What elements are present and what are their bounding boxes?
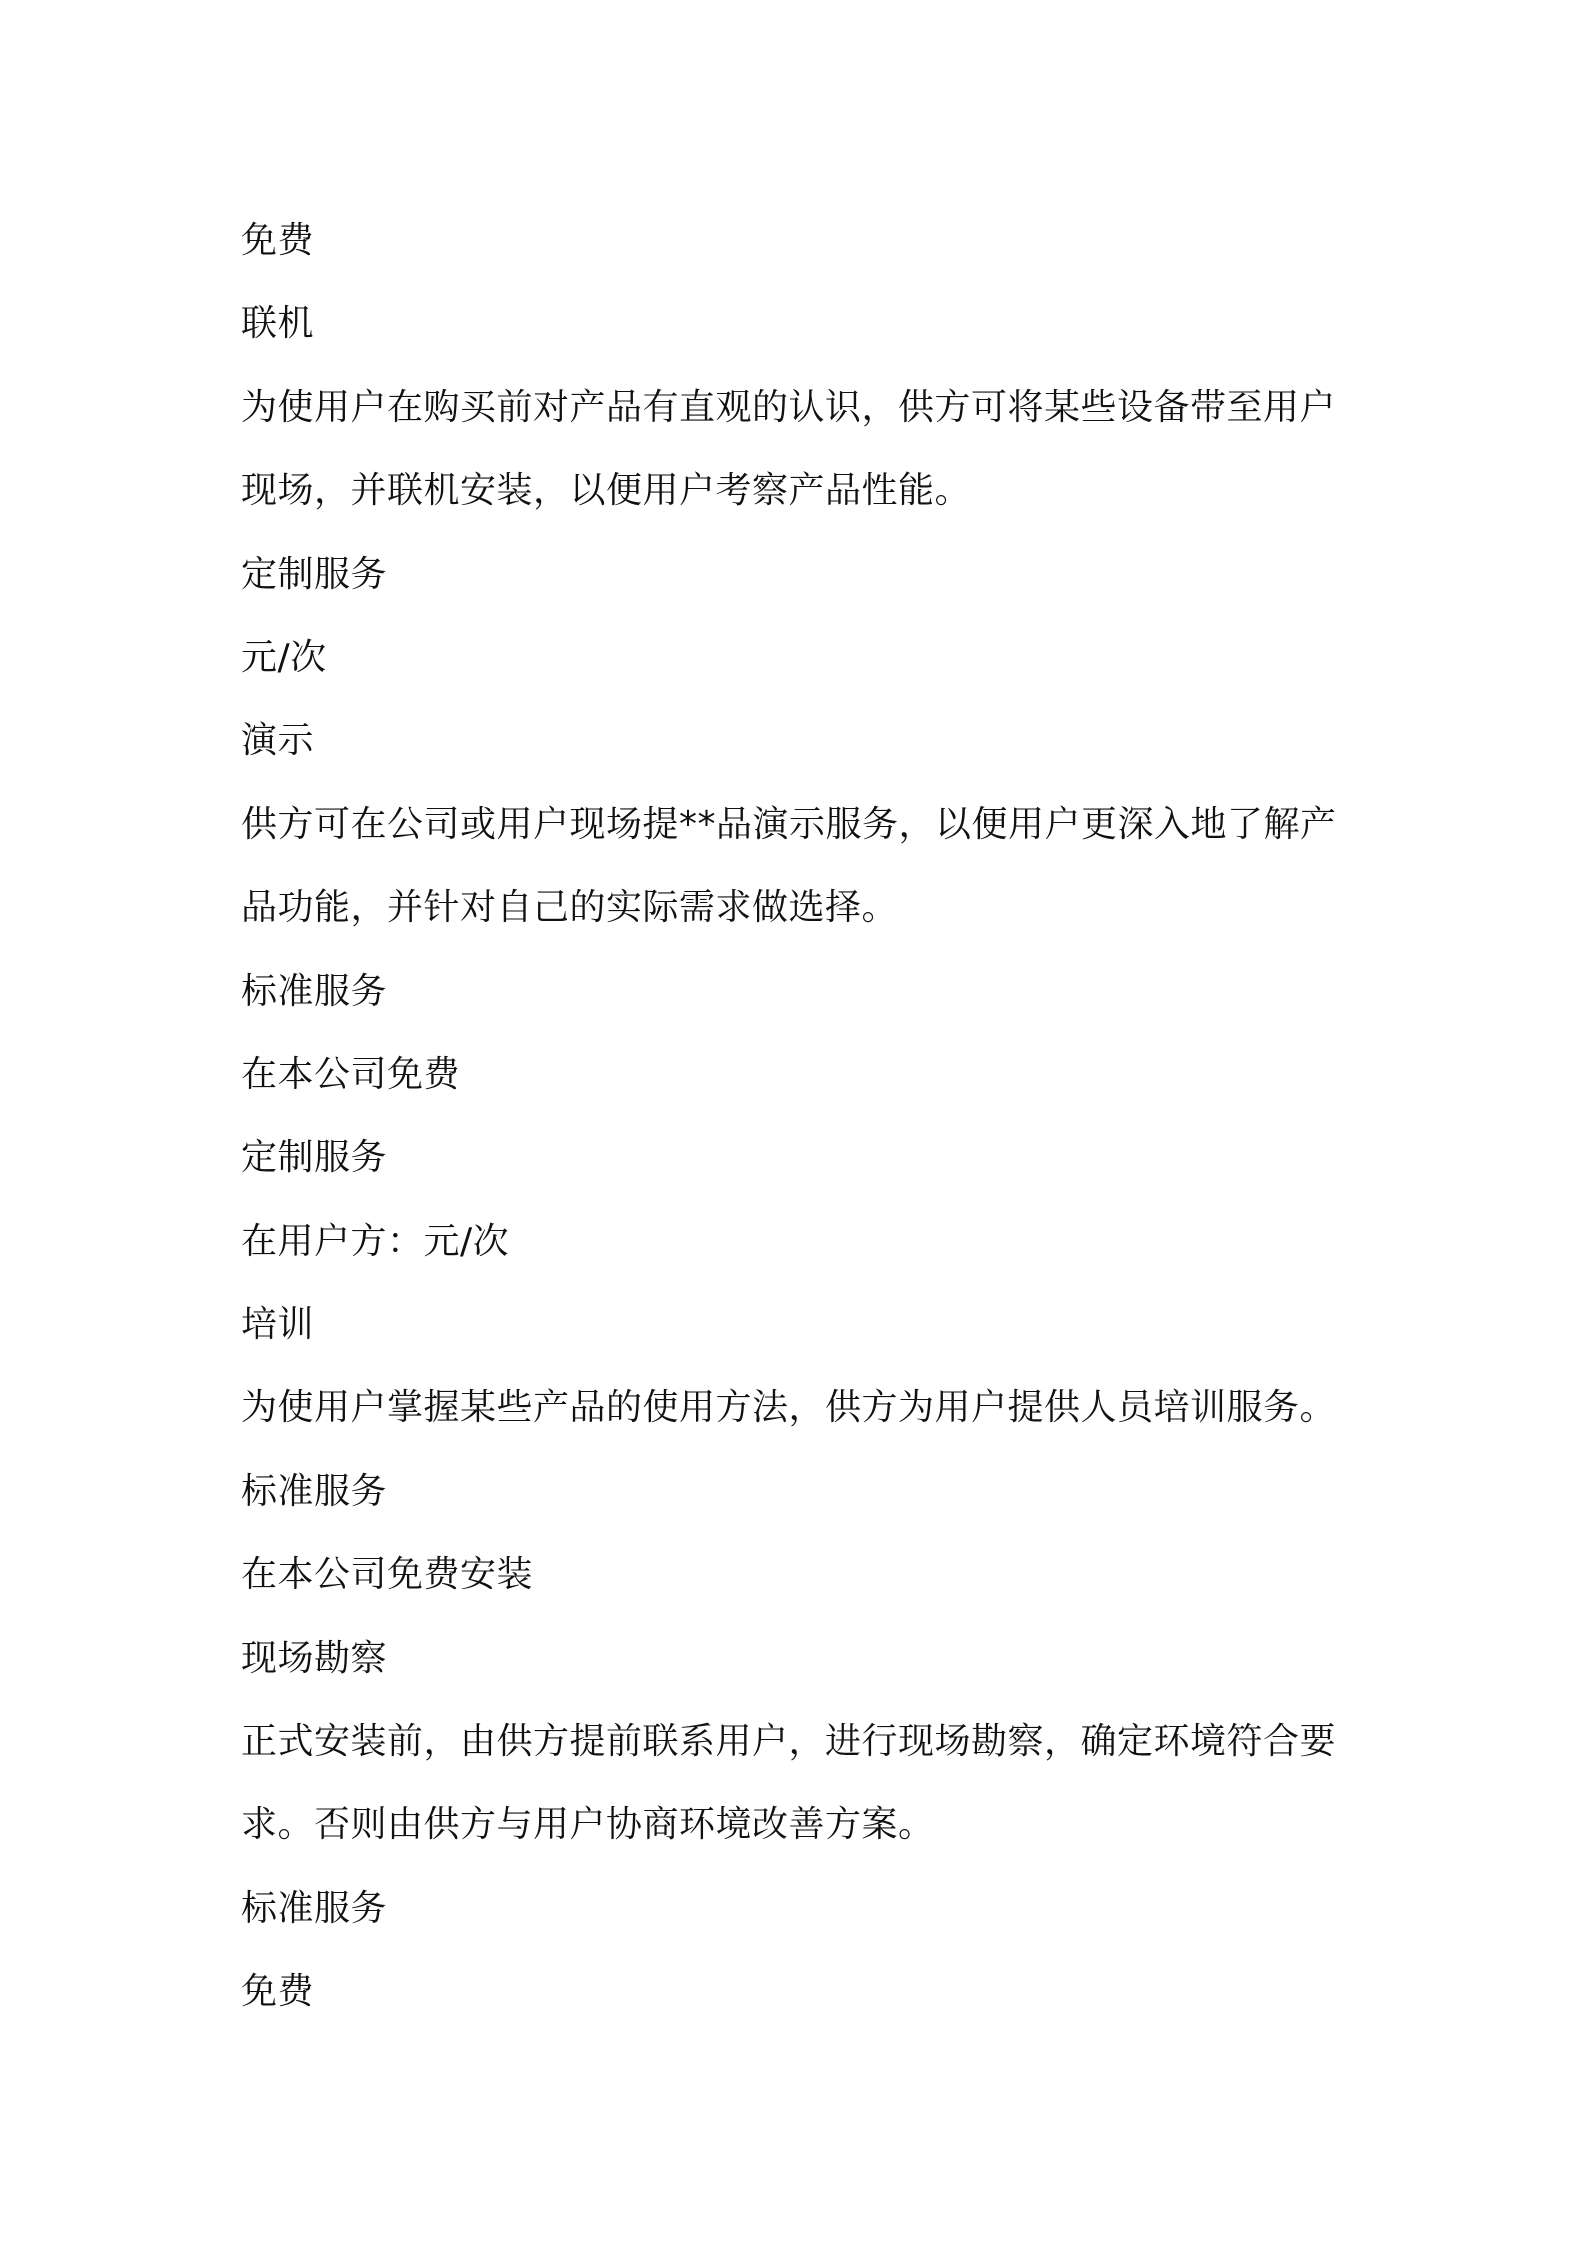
demo-description-line-1: 供方可在公司或用户现场提**品演示服务，以便用户更深入地了解产 bbox=[241, 803, 1337, 845]
service-type-custom: 定制服务 bbox=[241, 1137, 388, 1179]
price-per-time-text: 元/次 bbox=[241, 636, 327, 678]
price-free-text: 免费 bbox=[241, 220, 315, 261]
demo-standard-price-text: 在本公司免费 bbox=[241, 1053, 461, 1095]
section-heading-demo: 演示 bbox=[241, 720, 315, 762]
section-heading-site-survey: 现场勘察 bbox=[241, 1637, 388, 1679]
online-description-line-1: 为使用户在购买前对产品有直观的认识，供方可将某些设备带至用户 bbox=[241, 386, 1337, 428]
training-description-line-1: 为使用户掌握某些产品的使用方法，供方为用户提供人员培训服务。 bbox=[241, 1387, 1337, 1429]
service-type-standard: 标准服务 bbox=[241, 1887, 388, 1929]
online-description-line-2: 现场，并联机安装，以便用户考察产品性能。 bbox=[241, 470, 972, 512]
service-type-custom: 定制服务 bbox=[241, 553, 388, 595]
site-survey-description-line-1: 正式安装前，由供方提前联系用户，进行现场勘察，确定环境符合要 bbox=[241, 1721, 1337, 1763]
demo-description-line-2: 品功能，并针对自己的实际需求做选择。 bbox=[241, 887, 899, 929]
site-survey-description-line-2: 求。否则由供方与用户协商环境改善方案。 bbox=[241, 1804, 935, 1846]
service-type-standard: 标准服务 bbox=[241, 1470, 388, 1512]
service-type-standard: 标准服务 bbox=[241, 970, 388, 1012]
demo-custom-price-text: 在用户方：元/次 bbox=[241, 1220, 510, 1262]
training-standard-price-text: 在本公司免费安装 bbox=[241, 1554, 534, 1596]
section-heading-training: 培训 bbox=[241, 1304, 315, 1346]
section-heading-online: 联机 bbox=[241, 303, 315, 345]
price-free-text: 免费 bbox=[241, 1971, 315, 2013]
document-body bbox=[241, 199, 1361, 2034]
